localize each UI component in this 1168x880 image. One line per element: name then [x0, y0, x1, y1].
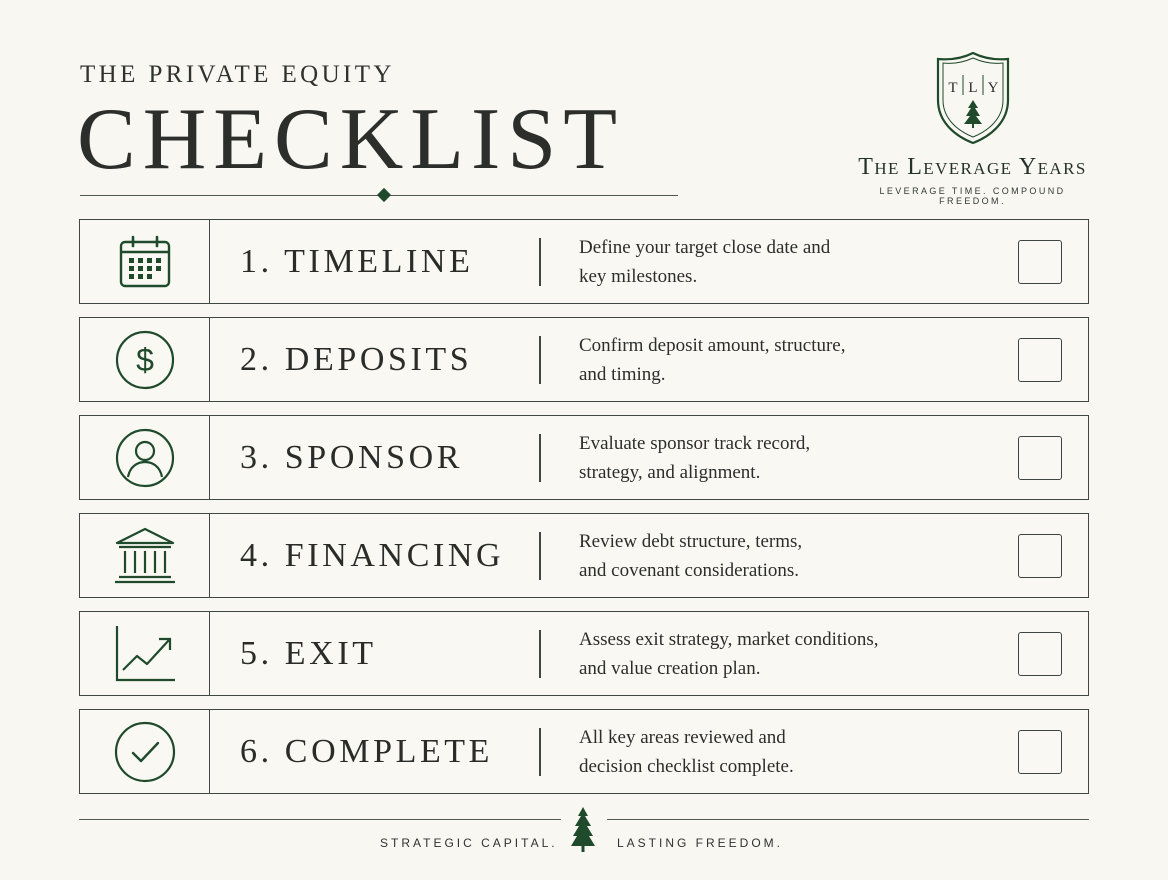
description-line: and value creation plan.: [579, 657, 761, 679]
monogram-letter: L: [967, 80, 978, 96]
description-line: Assess exit strategy, market conditions,: [579, 628, 879, 650]
chart-up-icon: [113, 624, 177, 684]
footer-left-text: STRATEGIC CAPITAL.: [380, 836, 558, 850]
description-line: strategy, and alignment.: [579, 461, 761, 483]
calendar-icon: [117, 234, 173, 290]
brand-tagline: LEVERAGE TIME. COMPOUND FREEDOM.: [879, 186, 1066, 206]
row-separator: [539, 630, 541, 678]
row-separator: [539, 336, 541, 384]
checkbox-financing[interactable]: [1018, 534, 1062, 578]
row-separator: [539, 728, 541, 776]
page-header: [77, 60, 624, 188]
checklist-row-deposits: [79, 317, 1089, 402]
icon-cell: [80, 710, 210, 793]
page-title: CHECKLIST: [77, 91, 624, 188]
dollar-icon: [114, 329, 176, 391]
page-subtitle: THE PRIVATE EQUITY: [80, 61, 395, 88]
pine-tree-icon: [964, 100, 982, 128]
divider-diamond-icon: [377, 188, 391, 202]
description-line: Evaluate sponsor track record,: [579, 432, 811, 454]
checklist-row-sponsor: [79, 415, 1089, 500]
row-description: [579, 220, 909, 303]
checkbox-deposits[interactable]: [1018, 338, 1062, 382]
icon-cell: [80, 416, 210, 499]
user-icon: [114, 427, 176, 489]
checklist-row-financing: [79, 513, 1089, 598]
shield-icon: [933, 50, 1013, 146]
checklist-row-exit: [79, 611, 1089, 696]
bank-icon: [113, 526, 177, 586]
description-line: and covenant considerations.: [579, 559, 800, 581]
row-description: [579, 416, 909, 499]
description-line: Review debt structure, terms,: [579, 530, 803, 552]
pine-tree-icon: [568, 805, 598, 858]
row-description: [579, 514, 909, 597]
checkbox-exit[interactable]: [1018, 632, 1062, 676]
checkbox-sponsor[interactable]: [1018, 436, 1062, 480]
brand-logo: [850, 50, 1095, 206]
description-line: Confirm deposit amount, structure,: [579, 334, 846, 356]
svg-text:$: $: [135, 341, 154, 378]
icon-cell: [80, 318, 210, 401]
icon-cell: [80, 514, 210, 597]
row-description: [579, 710, 909, 793]
checklist-row-complete: [79, 709, 1089, 794]
footer-line-right: [607, 819, 1089, 820]
check-circle-icon: [113, 720, 177, 784]
row-description: [579, 612, 909, 695]
footer-line-left: [79, 819, 561, 820]
row-label: 1. TIMELINE: [240, 242, 474, 280]
row-label: 3. SPONSOR: [240, 438, 464, 476]
description-line: and timing.: [579, 363, 666, 385]
footer-right-text: LASTING FREEDOM.: [617, 836, 784, 850]
description-line: Define your target close date and: [579, 236, 831, 258]
row-label: 5. EXIT: [240, 634, 377, 672]
checklist-row-timeline: [79, 219, 1089, 304]
icon-cell: [80, 612, 210, 695]
monogram-letter: T: [947, 80, 958, 96]
description-line: decision checklist complete.: [579, 755, 794, 777]
icon-cell: [80, 220, 210, 303]
checkbox-complete[interactable]: [1018, 730, 1062, 774]
row-separator: [539, 532, 541, 580]
row-label: 2. DEPOSITS: [240, 340, 473, 378]
brand-name: The Leverage Years: [858, 154, 1087, 180]
row-label: 6. COMPLETE: [240, 732, 494, 770]
row-separator: [539, 238, 541, 286]
checkbox-timeline[interactable]: [1018, 240, 1062, 284]
row-label: 4. FINANCING: [240, 536, 505, 574]
description-line: All key areas reviewed and: [579, 726, 786, 748]
row-description: [579, 318, 909, 401]
row-separator: [539, 434, 541, 482]
monogram-letter: Y: [987, 80, 998, 96]
checklist: [79, 219, 1089, 807]
description-line: key milestones.: [579, 265, 698, 287]
